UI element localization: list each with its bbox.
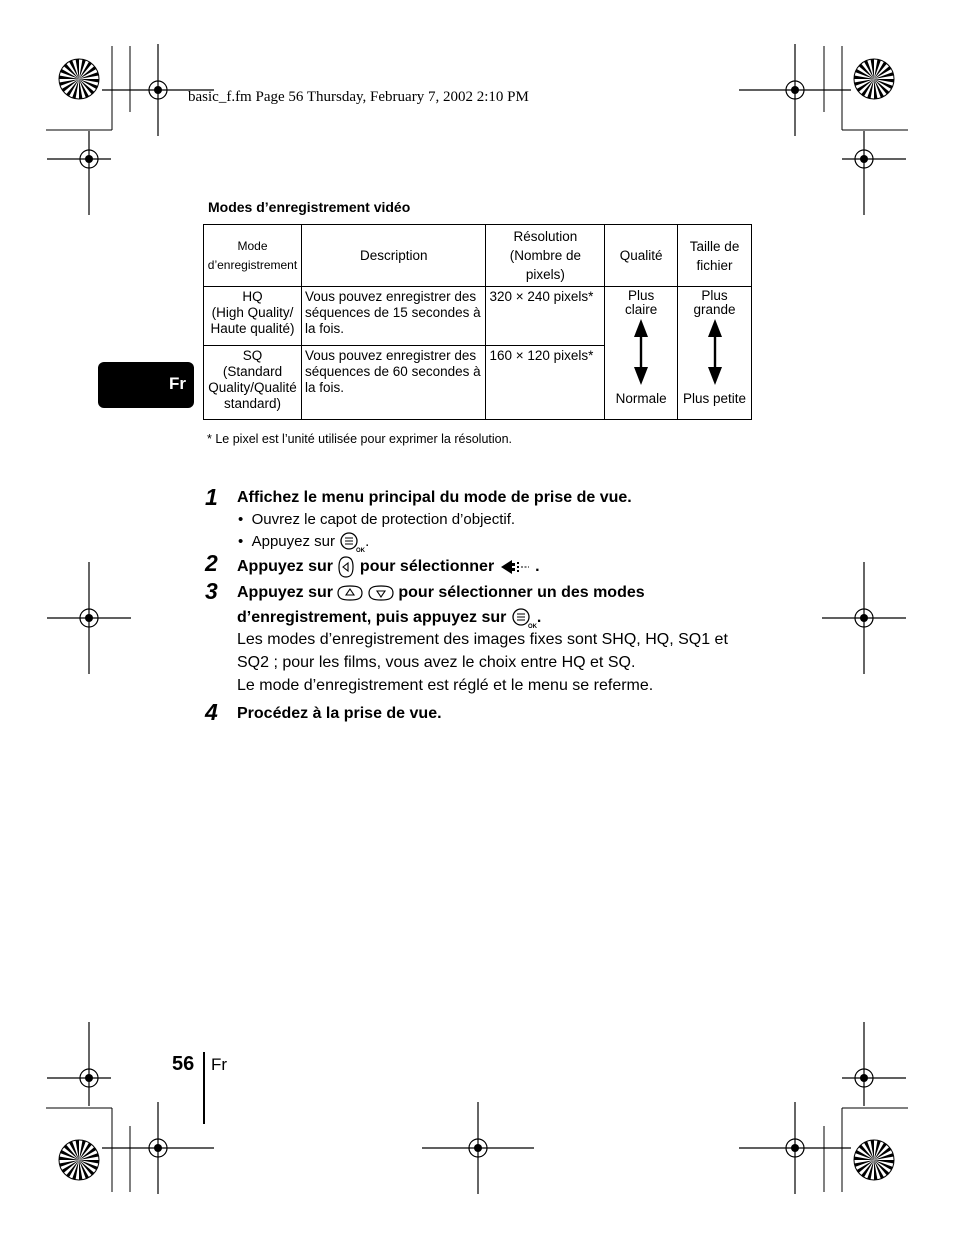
section-title: Modes d’enregistrement vidéo (208, 199, 411, 215)
step-text-part: pour sélectionner un des modes (398, 584, 645, 602)
step-text-end: . (536, 609, 542, 627)
list-item: • Ouvrez le capot de protection d’objectif. (238, 511, 516, 528)
svg-text:OK: OK (527, 624, 537, 629)
quality-top-line: claire (625, 302, 658, 318)
double-arrow-icon (707, 319, 723, 385)
menu-ok-button-icon (339, 531, 365, 553)
step-number: 2 (205, 550, 218, 576)
header-mode (204, 225, 302, 287)
description-line: Vous pouvez enregistrer des (304, 289, 477, 305)
mode-line: (Standard (222, 363, 283, 379)
step-text-part: pour sélectionner (359, 558, 495, 576)
size-top-line: grande (693, 302, 736, 318)
description-line: la fois. (304, 379, 345, 395)
footer-language: Fr (211, 1055, 228, 1074)
description-cell (301, 345, 485, 419)
header-resolution-line: Résolution (513, 229, 578, 245)
mode-line: HQ (242, 289, 263, 305)
step-paragraph (237, 628, 728, 697)
mode-line: Quality/Qualité (208, 379, 297, 395)
file-size-cell (678, 287, 752, 420)
size-top-label (678, 289, 751, 317)
paragraph-line: SQ2 ; pour les films, vous avez le choix entre HQ et SQ. (237, 654, 636, 671)
mode-line: (High Quality/ (211, 305, 294, 321)
description-line: la fois. (304, 321, 345, 337)
resolution-cell: 320 × 240 pixels* (486, 287, 605, 345)
page-number: 56 (172, 1053, 195, 1075)
arrow-up-pad-icon (337, 584, 363, 602)
paragraph-line: Le mode d’enregistrement est réglé et le menu se referme. (237, 677, 654, 694)
mode-cell (204, 345, 302, 419)
header-size-line: fichier (696, 257, 733, 273)
header-mode-line: Mode (237, 238, 268, 253)
language-tab-label: Fr (169, 374, 186, 393)
registration-starburst-icon (854, 59, 894, 99)
step-number: 1 (205, 484, 218, 510)
bullet-text: Appuyez sur (251, 532, 335, 550)
step-text-part: Appuyez sur (237, 558, 334, 576)
header-resolution-line: (Nombre de (509, 248, 581, 264)
description-line: séquences de 15 secondes à (304, 305, 481, 321)
file-info-header: basic_f.fm Page 56 Thursday, February 7, 2002 2:10 PM (188, 89, 529, 105)
mode-line: SQ (242, 347, 263, 363)
step-text-end: . (535, 558, 540, 576)
arrow-down-pad-icon (368, 584, 394, 602)
quality-cell (605, 287, 678, 420)
step-text-part: Appuyez sur (237, 584, 334, 602)
step-text-part: d’enregistrement, puis appuyez sur (237, 609, 507, 627)
record-mode-icon (499, 557, 531, 577)
double-arrow-icon (633, 319, 649, 385)
step-text (237, 607, 541, 629)
step-text: Procédez à la prise de vue. (237, 705, 442, 722)
mode-line: standard) (223, 395, 282, 411)
svg-text:OK: OK (356, 548, 366, 553)
mode-cell (204, 287, 302, 345)
step-number: 4 (205, 699, 218, 725)
mode-line: Haute qualité) (210, 321, 295, 337)
recording-modes-table (203, 224, 752, 420)
step-text: Affichez le menu principal du mode de prise de vue. (237, 489, 632, 506)
description-cell (301, 287, 485, 345)
header-mode-line: d’enregistrement (207, 257, 298, 272)
bullet-text: Ouvrez le capot de protection d’objectif. (251, 511, 516, 528)
arrow-left-pad-icon (337, 556, 355, 578)
table-header-row (204, 225, 752, 287)
quality-bottom-label: Normale (615, 391, 667, 407)
bullet-end: . (365, 532, 370, 550)
header-quality: Qualité (605, 225, 678, 287)
description-line: séquences de 60 secondes à (304, 363, 481, 379)
quality-top-label (605, 289, 677, 317)
registration-starburst-icon (854, 1140, 894, 1180)
registration-starburst-icon (59, 1140, 99, 1180)
quality-top-line: Plus (628, 288, 655, 304)
header-description: Description (301, 225, 485, 287)
size-bottom-label: Plus petite (683, 391, 747, 407)
list-item: • Appuyez sur OK . (238, 532, 370, 553)
registration-starburst-icon (59, 59, 99, 99)
header-size-line: Taille de (689, 238, 740, 254)
size-top-line: Plus (701, 288, 728, 304)
step-text (237, 584, 645, 602)
paragraph-line: Les modes d’enregistrement des images fixes sont SHQ, HQ, SQ1 et (237, 631, 728, 648)
resolution-cell: 160 × 120 pixels* (486, 345, 605, 419)
header-file-size (678, 225, 752, 287)
description-line: Vous pouvez enregistrer des (304, 347, 477, 363)
step-number: 3 (205, 578, 218, 604)
menu-ok-button-icon (511, 607, 537, 629)
footer-divider (203, 1052, 205, 1124)
header-resolution-line: pixels) (525, 267, 565, 283)
header-resolution (486, 225, 605, 287)
step-text (237, 556, 540, 578)
footnote: * Le pixel est l’unité utilisée pour exprimer la résolution. (207, 432, 513, 446)
table-row (204, 287, 752, 345)
language-tab (98, 362, 194, 408)
